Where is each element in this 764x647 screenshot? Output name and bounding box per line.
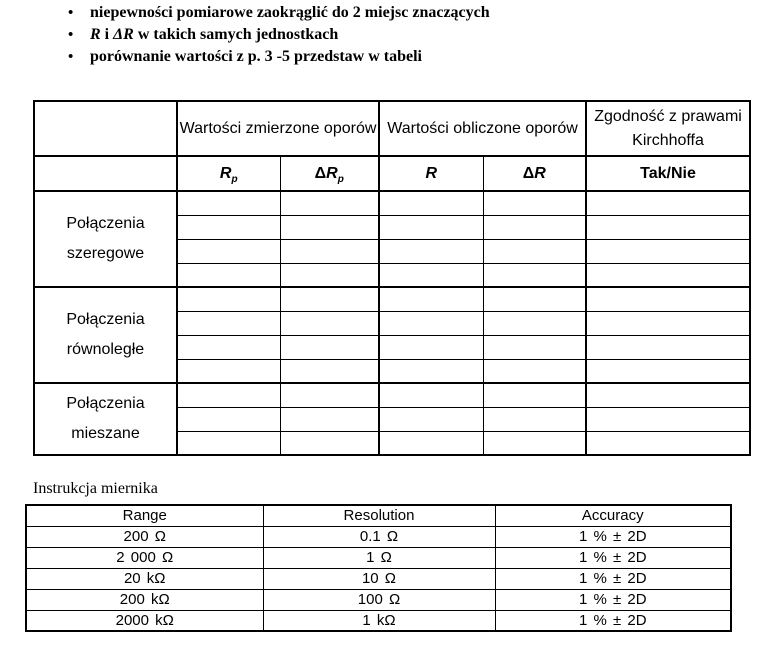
meter-header-row [26, 505, 731, 526]
bullet-list [68, 2, 490, 68]
empty-data-cell [586, 383, 750, 407]
meter-table [25, 504, 732, 632]
empty-data-cell [483, 407, 586, 431]
meter-cell-resolution: 1 kΩ [263, 610, 495, 631]
empty-data-cell [379, 431, 483, 455]
bullet-item [68, 2, 490, 24]
empty-data-cell [586, 359, 750, 383]
empty-data-cell [379, 407, 483, 431]
meter-cell-accuracy: 1 % ± 2D [495, 547, 731, 568]
meter-cell-accuracy: 1 % ± 2D [495, 568, 731, 589]
empty-data-cell [280, 431, 379, 455]
bullet-marker: • [68, 5, 74, 21]
empty-data-cell [280, 407, 379, 431]
col-header-calculated: Wartości obliczone oporów [379, 101, 586, 156]
meter-section-title: Instrukcja miernika [33, 480, 158, 497]
symbol-delta-R: ΔR [113, 26, 134, 43]
empty-data-cell [379, 239, 483, 263]
empty-data-cell [586, 239, 750, 263]
empty-data-cell [177, 215, 280, 239]
meter-cell-range: 20 kΩ [26, 568, 263, 589]
empty-data-cell [177, 311, 280, 335]
empty-data-cell [177, 431, 280, 455]
meter-cell-accuracy: 1 % ± 2D [495, 526, 731, 547]
subheader-delta-rp [280, 156, 379, 191]
empty-data-cell [379, 263, 483, 287]
meter-cell-resolution: 1 Ω [263, 547, 495, 568]
empty-data-cell [586, 263, 750, 287]
group-label-mixed: Połączenia mieszane [34, 383, 177, 455]
meter-header-range: Range [26, 505, 263, 526]
meter-header-resolution: Resolution [263, 505, 495, 526]
meter-cell-range: 200 kΩ [26, 589, 263, 610]
group-label-series: Połączenia szeregowe [34, 191, 177, 287]
col-header-measured: Wartości zmierzone oporów [177, 101, 379, 156]
meter-cell-resolution: 10 Ω [263, 568, 495, 589]
empty-data-cell [483, 431, 586, 455]
group-label-parallel: Połączenia równoległe [34, 287, 177, 383]
empty-data-cell [280, 215, 379, 239]
empty-data-cell [280, 287, 379, 311]
subheader-empty-cell [34, 156, 177, 191]
delta-prefix: Δ [522, 164, 535, 182]
empty-data-cell [280, 383, 379, 407]
empty-data-cell [483, 191, 586, 215]
empty-data-cell [483, 215, 586, 239]
empty-data-cell [586, 191, 750, 215]
empty-data-cell [177, 335, 280, 359]
empty-data-cell [483, 383, 586, 407]
empty-data-cell [379, 215, 483, 239]
subheader-rp [177, 156, 280, 191]
empty-data-cell [586, 407, 750, 431]
empty-data-cell [177, 239, 280, 263]
empty-data-cell [280, 263, 379, 287]
empty-data-cell [280, 191, 379, 215]
symbol-R: R [90, 26, 101, 43]
empty-data-cell [280, 335, 379, 359]
bullet-text: porównanie wartości z p. 3 -5 przedstaw w tabeli [90, 48, 422, 65]
results-table [33, 100, 751, 456]
subscript-p: p [337, 173, 344, 185]
meter-cell-resolution: 0.1 Ω [263, 526, 495, 547]
empty-data-cell [586, 335, 750, 359]
empty-data-cell [379, 335, 483, 359]
empty-data-cell [379, 191, 483, 215]
empty-data-cell [177, 359, 280, 383]
empty-data-cell [280, 239, 379, 263]
bullet-item [68, 24, 490, 46]
empty-data-cell [177, 383, 280, 407]
bullet-item [68, 46, 490, 68]
empty-data-cell [379, 311, 483, 335]
subheader-r [379, 156, 483, 191]
symbol-R: R [219, 164, 232, 182]
empty-data-cell [483, 263, 586, 287]
subheader-tak-nie: Tak/Nie [586, 156, 750, 191]
meter-row [26, 547, 731, 568]
empty-data-cell [177, 407, 280, 431]
empty-data-cell [483, 335, 586, 359]
col-header-kirchhoff: Zgodność z prawami Kirchhoffa [586, 101, 750, 156]
empty-data-cell [379, 383, 483, 407]
symbol-R: R [534, 164, 546, 182]
empty-data-cell [483, 359, 586, 383]
empty-data-cell [379, 287, 483, 311]
empty-data-cell [586, 311, 750, 335]
symbol-R: R [425, 164, 438, 182]
bullet-text-mid: i [100, 26, 114, 43]
empty-data-cell [177, 191, 280, 215]
meter-header-accuracy: Accuracy [495, 505, 731, 526]
empty-data-cell [586, 287, 750, 311]
subscript-p: p [231, 173, 238, 185]
bullet-text [90, 24, 338, 45]
empty-data-cell [280, 311, 379, 335]
meter-cell-accuracy: 1 % ± 2D [495, 610, 731, 631]
meter-row [26, 589, 731, 610]
meter-cell-accuracy: 1 % ± 2D [495, 589, 731, 610]
empty-data-cell [177, 263, 280, 287]
meter-cell-resolution: 100 Ω [263, 589, 495, 610]
top-left-empty-cell [34, 101, 177, 156]
empty-data-cell [483, 287, 586, 311]
meter-cell-range: 2 000 Ω [26, 547, 263, 568]
empty-data-cell [483, 239, 586, 263]
empty-data-cell [280, 359, 379, 383]
meter-row [26, 526, 731, 547]
symbol-R: R [326, 164, 338, 182]
subheader-delta-r [483, 156, 586, 191]
empty-data-cell [177, 287, 280, 311]
meter-row [26, 568, 731, 589]
bullet-marker: • [68, 49, 74, 65]
meter-row [26, 610, 731, 631]
empty-data-cell [483, 311, 586, 335]
bullet-marker: • [68, 27, 74, 43]
meter-cell-range: 200 Ω [26, 526, 263, 547]
empty-data-cell [379, 359, 483, 383]
empty-data-cell [586, 215, 750, 239]
meter-cell-range: 2000 kΩ [26, 610, 263, 631]
delta-prefix: Δ [314, 164, 327, 182]
empty-data-cell [586, 431, 750, 455]
bullet-text-rest: w takich samych jednostkach [133, 26, 339, 43]
bullet-text: niepewności pomiarowe zaokrąglić do 2 miejsc znaczących [90, 4, 490, 21]
